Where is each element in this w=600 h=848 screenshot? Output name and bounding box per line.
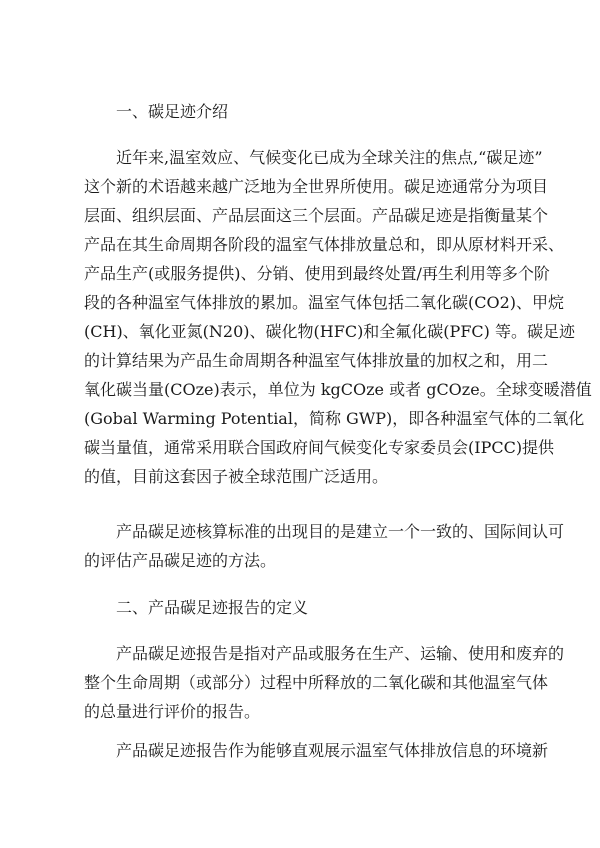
paragraph-line: 整个生命周期（或部分）过程中所释放的二氧化碳和其他温室气体: [84, 673, 549, 692]
paragraph-line: 段的各种温室气体排放的累加。温室气体包括二氧化碳(CO2)、甲烷: [84, 293, 565, 312]
paragraph-line: 的值，目前这套因子被全球范围广泛适用。: [84, 467, 389, 486]
paragraph-line: 碳当量值，通常采用联合国政府间气候变化专家委员会(IPCC)提供: [84, 438, 555, 457]
paragraph-line: 产品碳足迹核算标准的出现目的是建立一个一致的、国际间认可: [116, 522, 565, 541]
paragraph-line: 的计算结果为产品生命周期各种温室气体排放量的加权之和，用二: [84, 351, 549, 370]
paragraph-line: 产品碳足迹报告作为能够直观展示温室气体排放信息的环境新: [116, 741, 549, 760]
paragraph-line: 层面、组织层面、产品层面这三个层面。产品碳足迹是指衡量某个: [84, 206, 549, 225]
paragraph-line: 产品生产(或服务提供)、分销、使用到最终处置/再生利用等多个阶: [84, 264, 550, 283]
paragraph-line: 产品在其生命周期各阶段的温室气体排放量总和，即从原材料开采、: [84, 235, 565, 254]
paragraph-line: (Gobal Warming Potential，简称 GWP)，即各种温室气体的二氧化: [84, 409, 585, 428]
paragraph-line: 氧化碳当量(COze)表示，单位为 kgCOze 或者 gCOze。全球变暖潜值: [84, 380, 592, 399]
paragraph-line: (CH)、氧化亚氮(N20)、碳化物(HFC)和全氟化碳(PFC) 等。碳足迹: [84, 322, 575, 341]
paragraph-line: 近年来,温室效应、气候变化已成为全球关注的焦点,“碳足迹”: [116, 148, 543, 167]
paragraph-line: 这个新的术语越来越广泛地为全世界所使用。碳足迹通常分为项目: [84, 177, 549, 196]
section-heading-carbon-footprint-intro: 一、碳足迹介绍: [116, 102, 229, 121]
paragraph-line: 的评估产品碳足迹的方法。: [84, 551, 277, 570]
paragraph-line: 的总量进行评价的报告。: [84, 702, 261, 721]
paragraph-line: 产品碳足迹报告是指对产品或服务在生产、运输、使用和废弃的: [116, 644, 565, 663]
section-heading-report-definition: 二、产品碳足迹报告的定义: [116, 598, 309, 617]
